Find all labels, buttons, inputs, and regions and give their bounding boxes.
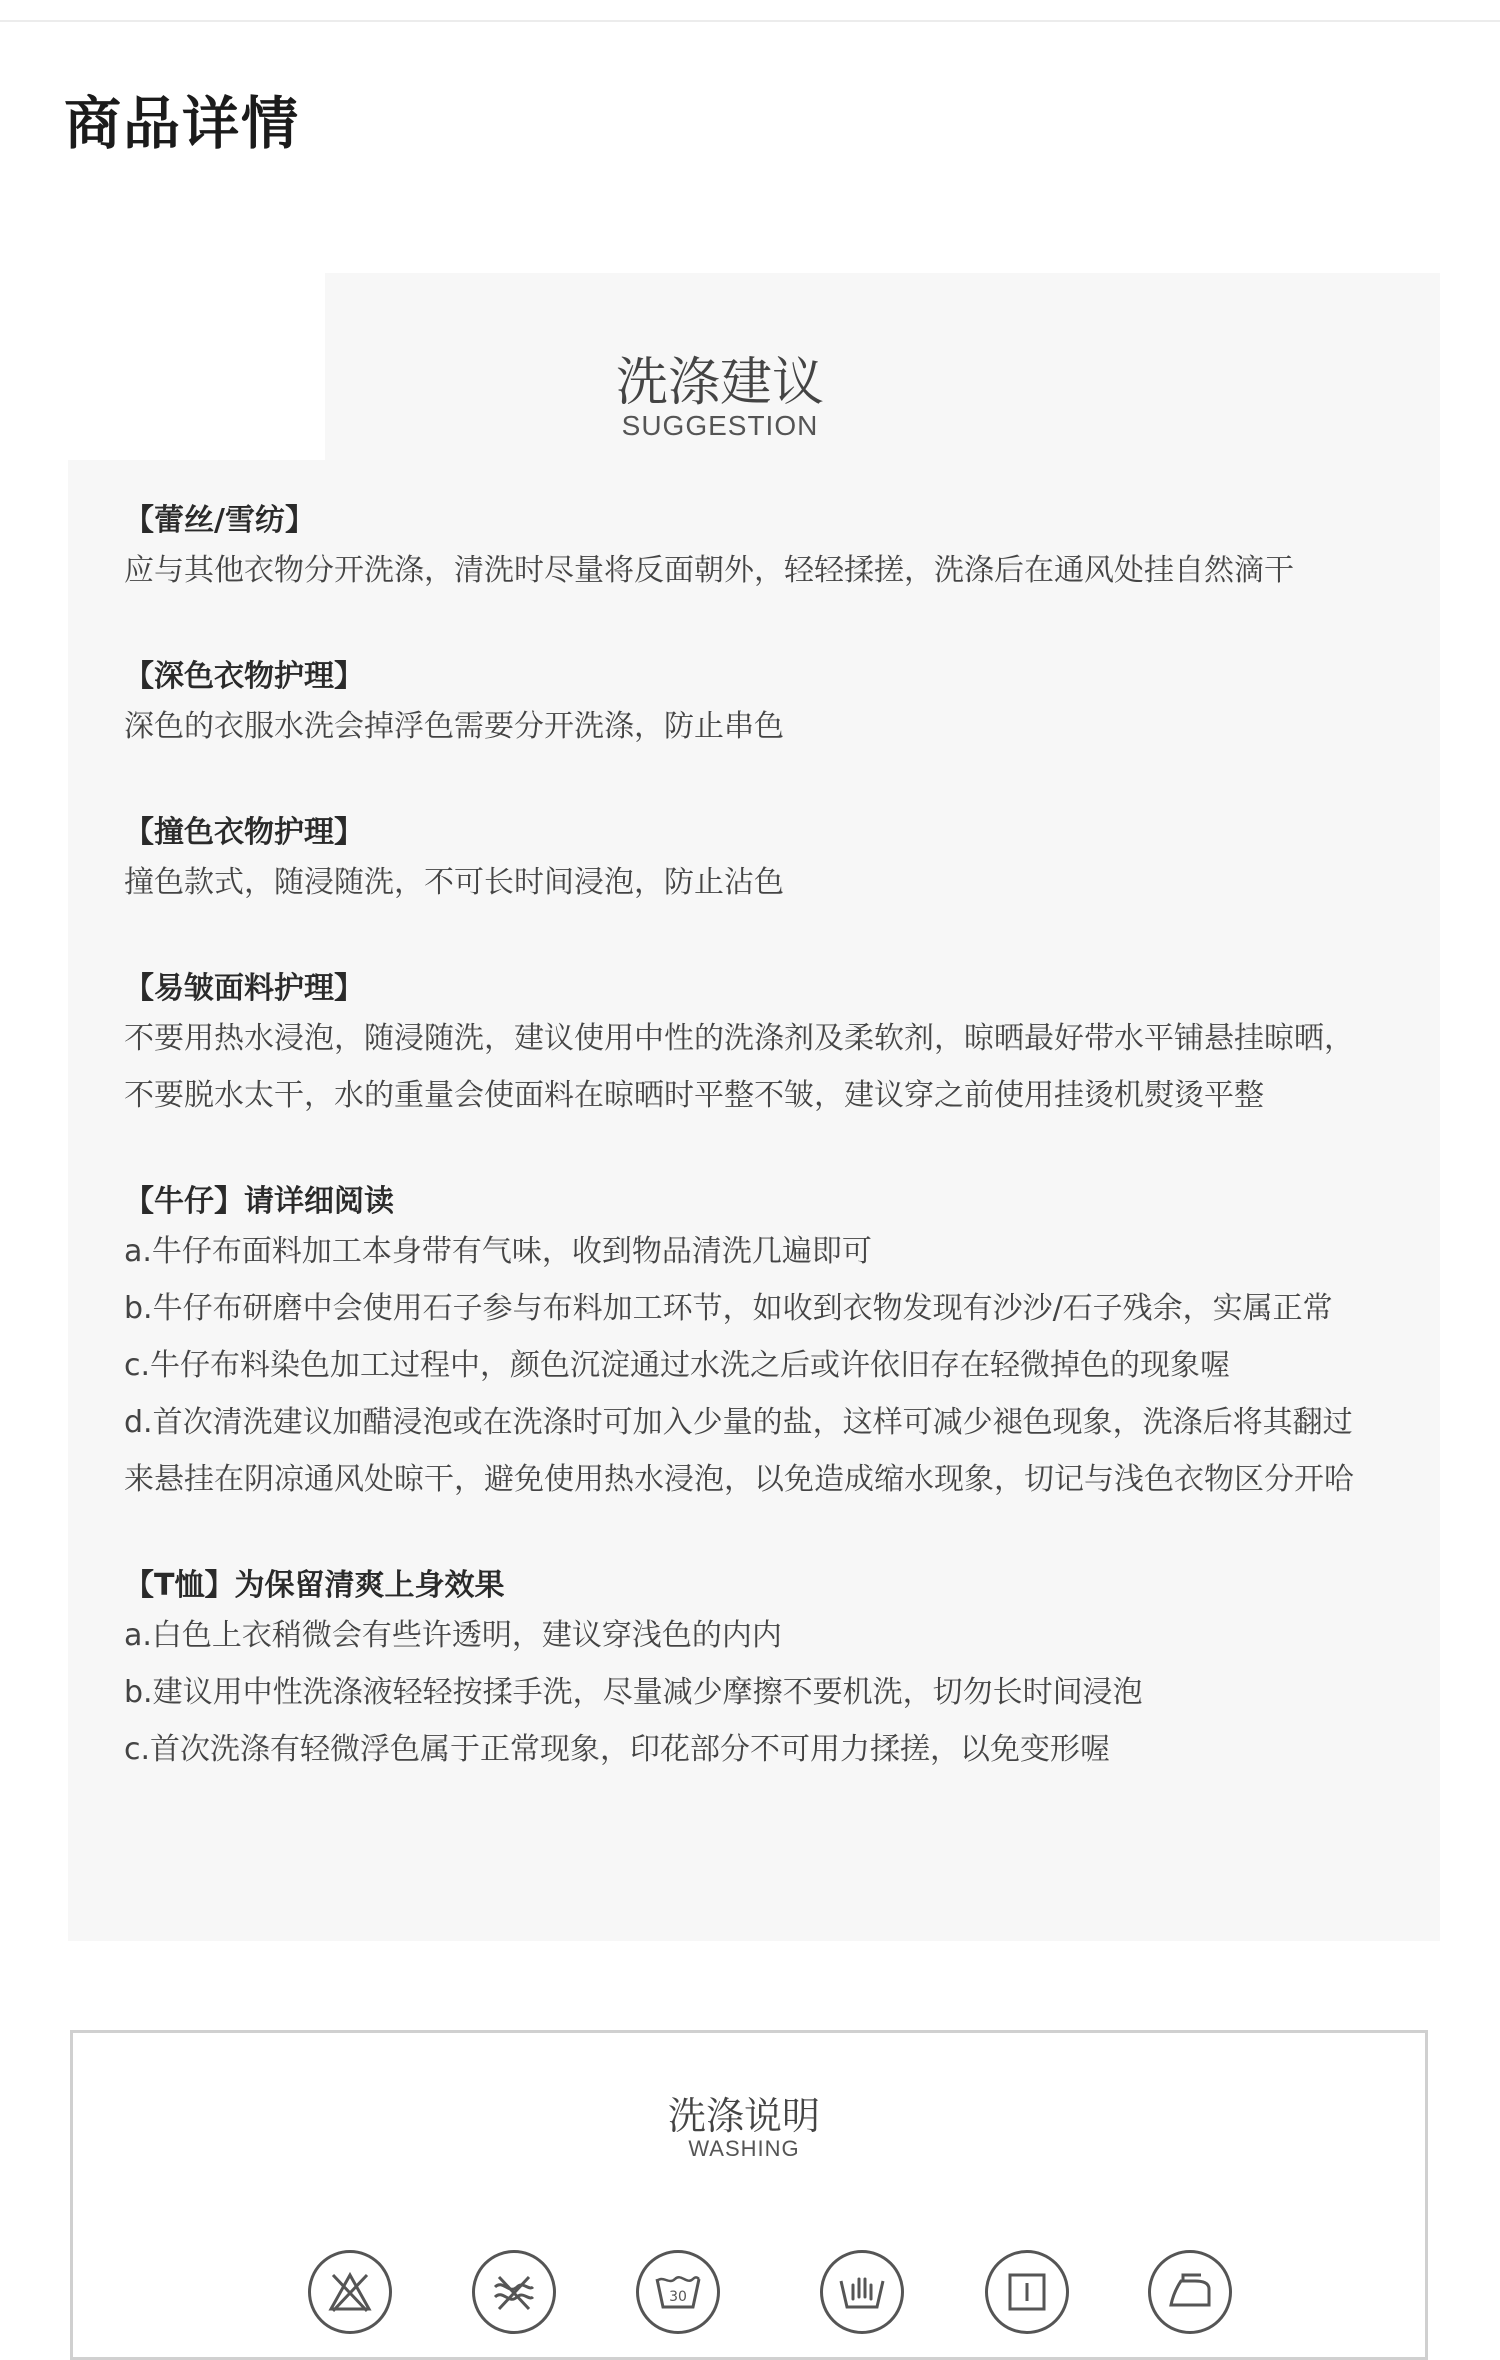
no-bleach-icon xyxy=(308,2250,392,2334)
care-block-denim xyxy=(124,1181,1414,1508)
washing-title: 洗涤说明 xyxy=(667,2094,820,2138)
care-block-lace-chiffon xyxy=(124,500,1414,599)
care-heading: 【深色衣物护理】 xyxy=(124,659,364,694)
care-block-wrinkle-prone xyxy=(124,968,1414,1124)
no-wring-icon xyxy=(472,2250,556,2334)
care-line: 不要用热水浸泡，随浸随洗，建议使用中性的洗涤剂及柔软剂，晾晒最好带水平铺悬挂晾晒， xyxy=(124,1021,1354,1056)
care-line: d.首次清洗建议加醋浸泡或在洗涤时可加入少量的盐，这样可减少褪色现象，洗涤后将其翻过 xyxy=(124,1405,1353,1440)
care-line: b.建议用中性洗涤液轻轻按揉手洗，尽量减少摩擦不要机洗，切勿长时间浸泡 xyxy=(124,1675,1143,1710)
care-list xyxy=(124,500,1414,1835)
care-block-dark-clothes xyxy=(124,656,1414,755)
iron-icon xyxy=(1148,2250,1232,2334)
care-heading: 【蕾丝/雪纺】 xyxy=(124,503,315,538)
washing-subtitle: WASHING xyxy=(688,2136,800,2161)
care-line: 应与其他衣物分开洗涤，清洗时尽量将反面朝外，轻轻揉搓，洗涤后在通风处挂自然滴干 xyxy=(124,553,1294,588)
page-title: 商品详情 xyxy=(64,91,300,157)
care-heading: 【牛仔】请详细阅读 xyxy=(124,1184,394,1219)
care-line: 深色的衣服水洗会掉浮色需要分开洗涤，防止串色 xyxy=(124,709,784,744)
care-line: b.牛仔布研磨中会使用石子参与布料加工环节，如收到衣物发现有沙沙/石子残余，实属正常 xyxy=(124,1291,1333,1326)
care-block-contrast-color xyxy=(124,812,1414,911)
hand-wash-icon xyxy=(820,2250,904,2334)
suggestion-title: 洗涤建议 xyxy=(615,353,824,413)
care-line: a.牛仔布面料加工本身带有气味，收到物品清洗几遍即可 xyxy=(124,1234,872,1269)
tumble-dry-icon xyxy=(985,2250,1069,2334)
care-line: c.首次洗涤有轻微浮色属于正常现象，印花部分不可用力揉搓，以免变形喔 xyxy=(124,1732,1111,1767)
care-line: 撞色款式，随浸随洗，不可长时间浸泡，防止沾色 xyxy=(124,865,784,900)
care-line: a.白色上衣稍微会有些许透明，建议穿浅色的内内 xyxy=(124,1618,782,1653)
wash-30-icon xyxy=(636,2250,720,2334)
care-heading: 【撞色衣物护理】 xyxy=(124,815,364,850)
care-block-tshirt xyxy=(124,1565,1414,1778)
care-line: 来悬挂在阴凉通风处晾干，避免使用热水浸泡，以免造成缩水现象，切记与浅色衣物区分开哈 xyxy=(124,1462,1354,1497)
care-line: 不要脱水太干，水的重量会使面料在晾晒时平整不皱，建议穿之前使用挂烫机熨烫平整 xyxy=(124,1078,1264,1113)
care-line: c.牛仔布料染色加工过程中，颜色沉淀通过水洗之后或许依旧存在轻微掉色的现象喔 xyxy=(124,1348,1231,1383)
wash-temperature: 30 xyxy=(669,2289,687,2305)
care-heading: 【易皱面料护理】 xyxy=(124,971,364,1006)
care-heading: 【T恤】为保留清爽上身效果 xyxy=(124,1568,505,1603)
suggestion-subtitle: SUGGESTION xyxy=(621,410,819,441)
top-divider xyxy=(0,20,1500,22)
